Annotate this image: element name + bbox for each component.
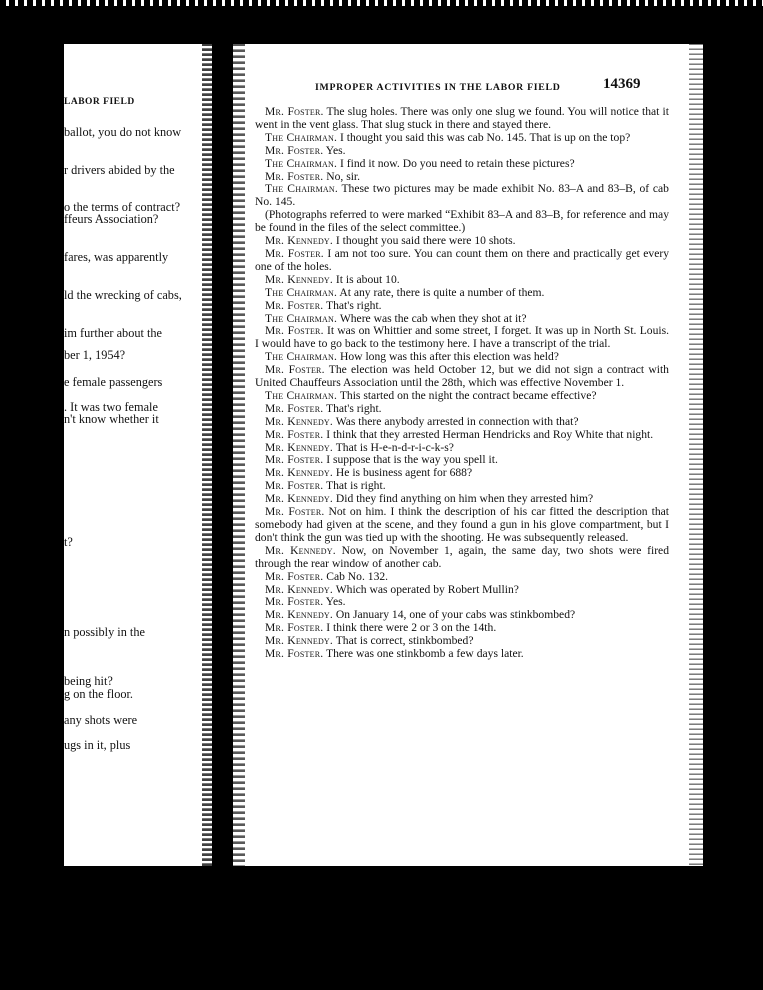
scan-top-border <box>0 0 763 6</box>
page-number: 14369 <box>603 76 641 92</box>
left-line: any shots were <box>64 713 138 727</box>
speech-text: Did they find anything on him when they arrested him? <box>335 492 594 506</box>
speech-text: It is about 10. <box>335 272 400 286</box>
speech-text: That is H-e-n-d-r-i-c-k-s? <box>335 440 454 454</box>
speech-text: The slug holes. There was only one slug we found. You will notice that it went in the vent glass. That slug stuck in there and stayed there. <box>255 105 669 131</box>
speaker-name: Mr. Kennedy. <box>265 234 333 248</box>
speech-text: Cab No. 132. <box>326 569 389 583</box>
transcript-paragraph <box>255 545 669 571</box>
speech-text: How long was this after this election was held? <box>340 350 559 364</box>
speaker-name: The Chairman. <box>265 130 338 144</box>
left-line: n't know whether it <box>64 412 159 426</box>
speaker-name: The Chairman. <box>265 156 338 170</box>
transcript-paragraph <box>255 248 669 274</box>
left-line: ffeurs Association? <box>64 212 159 226</box>
speaker-name: Mr. Kennedy. <box>265 582 333 596</box>
speaker-name: Mr. Foster. <box>265 505 325 519</box>
speaker-name: Mr. Kennedy. <box>265 466 333 480</box>
speaker-name: The Chairman. <box>265 285 338 299</box>
transcript-paragraph <box>255 648 669 661</box>
speech-text: He is business agent for 688? <box>335 466 473 480</box>
transcript-body <box>255 106 669 661</box>
left-line: . It was two female <box>64 400 158 414</box>
speech-text: No, sir. <box>326 169 361 183</box>
left-line: ber 1, 1954? <box>64 348 126 362</box>
speaker-name: Mr. Foster. <box>265 621 324 635</box>
main-page <box>233 44 703 866</box>
speaker-name: Mr. Foster. <box>265 169 324 183</box>
speaker-name: Mr. Kennedy. <box>265 543 336 557</box>
transcript-paragraph <box>255 209 669 235</box>
speaker-name: Mr. Kennedy. <box>265 608 333 622</box>
left-page-edge <box>202 44 212 866</box>
speaker-name: Mr. Foster. <box>265 479 324 493</box>
speech-text: Was there anybody arrested in connection with that? <box>335 414 579 428</box>
speaker-name: Mr. Foster. <box>265 298 324 312</box>
speech-text: I think there were 2 or 3 on the 14th. <box>326 621 497 635</box>
speaker-name: Mr. Foster. <box>265 569 324 583</box>
speaker-name: Mr. Foster. <box>265 105 324 118</box>
speech-text: I am not too sure. You can count them on there and practically get every one of the holes. <box>255 246 670 273</box>
speech-text: That's right. <box>326 298 382 312</box>
speaker-name: Mr. Foster. <box>265 363 325 377</box>
speech-text: Where was the cab when they shot at it? <box>339 311 527 325</box>
left-line: ballot, you do not know <box>64 125 182 139</box>
speaker-name: Mr. Kennedy. <box>265 272 333 286</box>
speech-text: Yes. <box>325 595 346 609</box>
speaker-name: The Chairman. <box>265 350 338 364</box>
speech-text: I thought you said this was cab No. 145. That is up on the top? <box>340 130 631 144</box>
speech-text: I find it now. Do you need to retain these pictures? <box>340 156 575 170</box>
left-page-fragment <box>64 44 212 866</box>
transcript-paragraph <box>255 506 669 545</box>
speaker-name: Mr. Kennedy. <box>265 414 333 428</box>
speech-text: Not on him. I think the description of his car fitted the description that somebody had given at the scene, and they found a gun in his glove compartment, but I don't think the gun was tied up with the shooting. He was subsequently released. <box>255 505 669 544</box>
speaker-name: Mr. Foster. <box>265 453 324 467</box>
left-line: g on the floor. <box>64 687 133 701</box>
running-head: IMPROPER ACTIVITIES IN THE LABOR FIELD <box>315 82 561 93</box>
page-right-edge <box>689 44 703 866</box>
transcript-paragraph <box>255 183 669 209</box>
page-spine-shadow <box>233 44 245 866</box>
speaker-name: Mr. Foster. <box>265 595 324 609</box>
speaker-name: Mr. Kennedy. <box>265 634 333 648</box>
left-line: fares, was apparently <box>64 250 169 264</box>
speech-text: I think that they arrested Herman Hendricks and Roy White that night. <box>326 427 654 441</box>
left-line: n possibly in the <box>64 625 145 639</box>
speaker-name: The Chairman. <box>265 182 338 196</box>
speaker-name: Mr. Foster. <box>265 647 324 661</box>
speech-text: Now, on November 1, again, the same day, two shots were fired through the rear window of another cab. <box>255 543 669 570</box>
left-line: im further about the <box>64 326 163 340</box>
speech-text: There was one stinkbomb a few days later. <box>326 647 524 661</box>
speech-text: These two pictures may be made exhibit No. 83–A and 83–B, of cab No. 145. <box>255 182 669 209</box>
speaker-name: Mr. Foster. <box>265 427 324 441</box>
speech-text: This started on the night the contract became effective? <box>339 388 597 402</box>
left-line: e female passengers <box>64 375 163 389</box>
left-line: r drivers abided by the <box>64 163 175 177</box>
speech-text: (Photographs referred to were marked “Exhibit 83–A and 83–B, for reference and may be found in the files of the select committee.) <box>255 208 669 235</box>
speaker-name: Mr. Foster. <box>265 324 324 338</box>
speech-text: I thought you said there were 10 shots. <box>335 234 516 248</box>
speaker-name: Mr. Foster. <box>265 246 324 260</box>
speaker-name: The Chairman. <box>265 311 338 325</box>
left-line: being hit? <box>64 674 113 688</box>
transcript-paragraph <box>255 325 669 351</box>
left-running-head: LABOR FIELD <box>64 97 135 107</box>
left-line: t? <box>64 535 73 549</box>
speech-text: That is correct, stinkbombed? <box>335 634 474 648</box>
speaker-name: Mr. Foster. <box>265 143 324 157</box>
speaker-name: The Chairman. <box>265 388 338 402</box>
speaker-name: Mr. Kennedy. <box>265 440 333 454</box>
speech-text: At any rate, there is quite a number of them. <box>339 285 545 299</box>
left-line: o the terms of contract? <box>64 200 181 214</box>
speech-text: The election was held October 12, but we did not sign a contract with United Chauffeurs Association until the 28th, which was effective November 1. <box>255 363 669 390</box>
speech-text: I suppose that is the way you spell it. <box>326 453 498 467</box>
speech-text: That's right. <box>326 401 382 415</box>
speaker-name: Mr. Foster. <box>265 401 324 415</box>
speech-text: On January 14, one of your cabs was stinkbombed? <box>335 608 576 622</box>
left-line: ld the wrecking of cabs, <box>64 288 182 302</box>
speaker-name: Mr. Kennedy. <box>265 492 333 506</box>
transcript-paragraph <box>255 364 669 390</box>
speech-text: Which was operated by Robert Mullin? <box>335 582 519 596</box>
speech-text: Yes. <box>325 143 346 157</box>
speech-text: It was on Whittier and some street, I forget. It was up in North St. Louis. I would have to go back to the testimony here. I have a transcript of the trial. <box>255 324 670 351</box>
speech-text: That is right. <box>326 479 386 493</box>
left-line: ugs in it, plus <box>64 738 131 752</box>
transcript-paragraph <box>255 106 669 132</box>
